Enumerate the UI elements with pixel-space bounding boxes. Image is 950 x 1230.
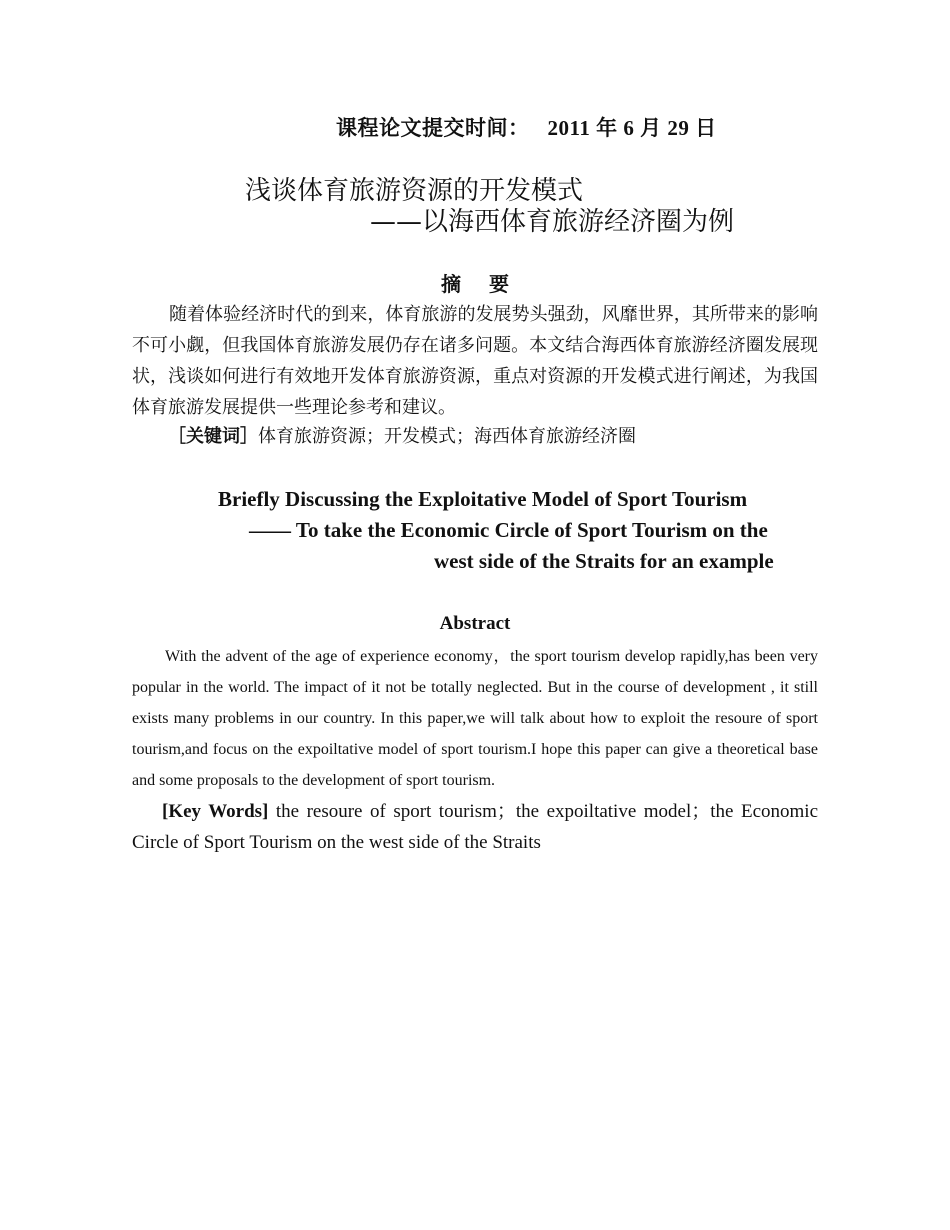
chinese-abstract-heading: 摘要	[441, 274, 537, 296]
english-title-line-2: —— To take the Economic Circle of Sport Tourism on the	[249, 518, 768, 542]
english-keywords-value: the resoure of sport tourism；the expoiltative model；the Economic Circle of Sport Tourism on the west side of the Straits	[132, 801, 818, 853]
chinese-title: 浅谈体育旅游资源的开发模式	[245, 176, 584, 206]
submission-date-line	[336, 112, 717, 142]
english-keywords	[132, 796, 818, 858]
chinese-keywords-value: 体育旅游资源；开发模式；海西体育旅游经济圈	[258, 426, 636, 446]
english-abstract-heading: Abstract	[439, 613, 511, 634]
chinese-keywords-label: ［关键词］	[168, 426, 258, 446]
submission-date-value: 2011 年 6 月 29 日	[547, 116, 717, 140]
english-title-line-1: Briefly Discussing the Exploitative Model of Sport Tourism	[218, 487, 748, 511]
english-title-line-3: west side of the Straits for an example	[434, 549, 774, 573]
chinese-abstract-body: 随着体验经济时代的到来，体育旅游的发展势头强劲，风靡世界，其所带来的影响不可小觑，但我国体育旅游发展仍存在诸多问题。本文结合海西体育旅游经济圈发展现状，浅谈如何进行有效地开发体育旅游资源，重点对资源的开发模式进行阐述，为我国体育旅游发展提供一些理论参考和建议。	[132, 304, 818, 417]
chinese-keywords	[168, 422, 636, 448]
english-abstract-body: With the advent of the age of experience economy，the sport tourism develop rapidly,has been very popular in the world. The impact of it not be totally neglected. But in the course of development , it still exists many problems in our country. In this paper,we will talk about how to exploit the resoure of sport tourism,and focus on the expoiltative model of sport tourism.I hope this paper can give a theoretical base and some proposals to the development of sport tourism.	[132, 648, 818, 789]
submission-date-label: 课程论文提交时间：	[336, 116, 530, 140]
chinese-subtitle: ——以海西体育旅游经济圈为例	[370, 207, 735, 237]
english-keywords-label: [Key Words]	[162, 801, 269, 822]
